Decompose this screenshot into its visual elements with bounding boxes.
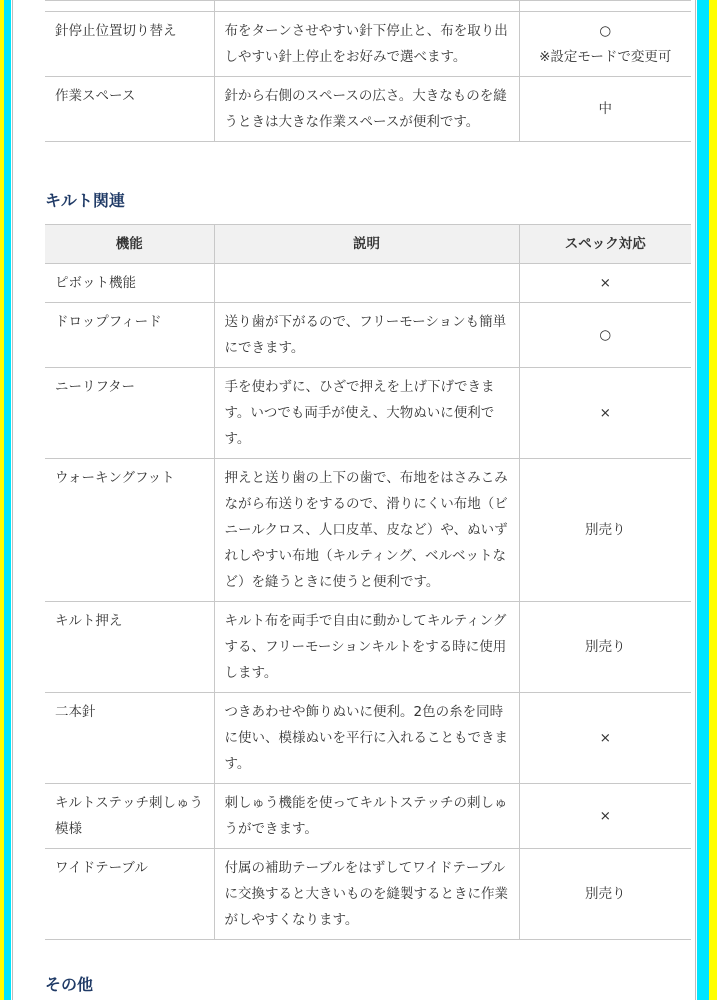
feature-cell: ワイドテーブル [45, 849, 214, 940]
description-cell: キルト布を両手で自由に動かしてキルティングする、フリーモーションキルトをする時に使用します。 [214, 602, 519, 693]
right-edge-yellow-stripe [709, 0, 717, 1000]
feature-cell: 二本針 [45, 693, 214, 784]
column-header-description: 説明 [214, 225, 519, 264]
column-header-feature: 機能 [45, 225, 214, 264]
spec-cell: ○ [519, 303, 691, 368]
feature-cell: 作業スペース [45, 77, 214, 142]
quilt-spec-table-wrap [45, 224, 691, 940]
table-row [45, 602, 691, 693]
description-cell: つきあわせや飾りぬいに便利。2色の糸を同時に使い、模様ぬいを平行に入れることもできます。 [214, 693, 519, 784]
description-cell: 針から右側のスペースの広さ。大きなものを縫うときは大きな作業スペースが便利です。 [214, 77, 519, 142]
spec-cell [519, 12, 691, 77]
description-cell: 付属の補助テーブルをはずしてワイドテーブルに交換すると大きいものを縫製するときに作業がしやすくなります。 [214, 849, 519, 940]
spec-note: ※設定モードで変更可 [539, 49, 672, 65]
table-row [45, 303, 691, 368]
table-row [45, 12, 691, 77]
description-cell: 布をターンさせやすい針下停止と、布を取り出しやすい針上停止をお好みで選べます。 [214, 12, 519, 77]
spec-cell: 別売り [519, 602, 691, 693]
table-row [45, 264, 691, 303]
table-row [45, 693, 691, 784]
feature-cell: キルトステッチ刺しゅう模様 [45, 784, 214, 849]
section-title-other: その他 [45, 975, 94, 994]
spec-cell: × [519, 784, 691, 849]
top-spec-table-wrap [45, 0, 691, 142]
left-edge-cyan-stripe [4, 0, 11, 1000]
column-header-spec: スペック対応 [519, 225, 691, 264]
description-cell [214, 264, 519, 303]
section-title-quilt: キルト関連 [45, 191, 125, 210]
feature-cell: ドロップフィード [45, 303, 214, 368]
spec-cell: 別売り [519, 849, 691, 940]
table-row [45, 459, 691, 602]
spec-cell: × [519, 264, 691, 303]
feature-cell: ニーリフター [45, 368, 214, 459]
description-cell: 刺しゅう機能を使ってキルトステッチの刺しゅうができます。 [214, 784, 519, 849]
top-spec-table [45, 0, 691, 142]
description-cell: 押えと送り歯の上下の歯で、布地をはさみこみながら布送りをするので、滑りにくい布地（ビニールクロス、人口皮革、皮など）や、ぬいずれしやすい布地（キルティング、ベルベットなど）を縫うときに使うと便利です。 [214, 459, 519, 602]
feature-cell: ピボット機能 [45, 264, 214, 303]
description-cell: 手を使わずに、ひざで押えを上げ下げできます。いつでも両手が使え、大物ぬいに便利です。 [214, 368, 519, 459]
table-row [45, 784, 691, 849]
spec-cell: 別売り [519, 459, 691, 602]
table-row [45, 849, 691, 940]
table-row [45, 368, 691, 459]
feature-cell: キルト押え [45, 602, 214, 693]
table-header-row [45, 225, 691, 264]
spec-value: 中 [598, 101, 612, 117]
feature-cell: 針停止位置切り替え [45, 12, 214, 77]
left-content-border [12, 0, 13, 1000]
spec-cell: × [519, 368, 691, 459]
spec-value: ○ [599, 23, 612, 39]
feature-cell: ウォーキングフット [45, 459, 214, 602]
table-row [45, 1, 691, 12]
quilt-spec-table [45, 224, 691, 940]
table-row [45, 77, 691, 142]
spec-cell [519, 77, 691, 142]
right-edge-cyan-stripe [697, 0, 709, 1000]
spec-cell: × [519, 693, 691, 784]
description-cell: 送り歯が下がるので、フリーモーションも簡単にできます。 [214, 303, 519, 368]
